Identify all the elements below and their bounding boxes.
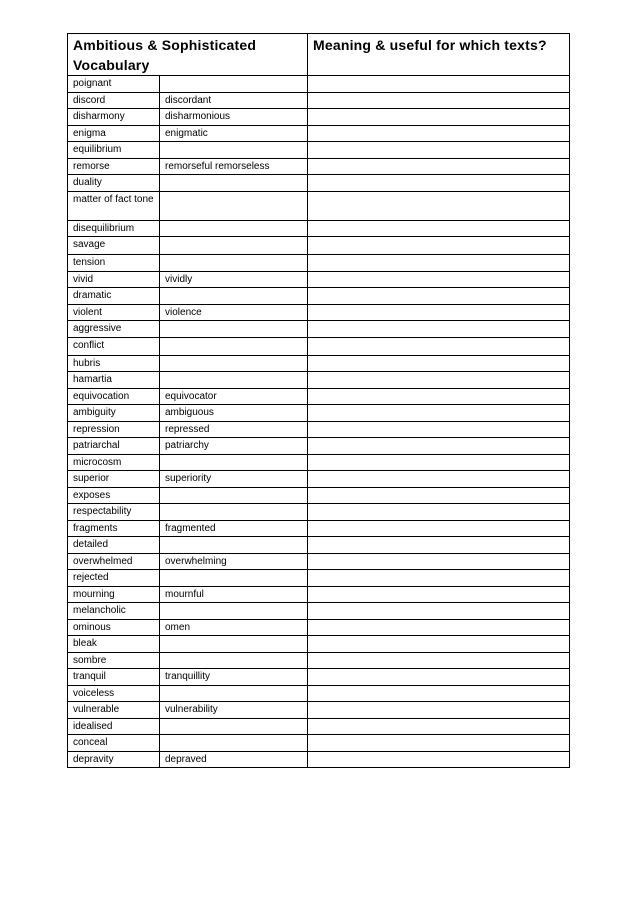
- cell-related: [160, 76, 308, 93]
- cell-meaning[interactable]: [308, 288, 570, 305]
- cell-related: [160, 537, 308, 554]
- cell-related: [160, 619, 308, 636]
- meaning-text: [313, 636, 569, 638]
- table-row: [68, 355, 570, 372]
- table-row: [68, 454, 570, 471]
- cell-related: [160, 125, 308, 142]
- word-text: ominous: [73, 621, 111, 633]
- cell-word: [68, 304, 160, 321]
- cell-related: [160, 255, 308, 272]
- meaning-text: [313, 603, 569, 605]
- table-row: [68, 570, 570, 587]
- meaning-text: [313, 735, 569, 737]
- related-text: [165, 686, 307, 688]
- word-text: equivocation: [73, 390, 130, 402]
- meaning-text: [313, 587, 569, 589]
- related-text: [165, 255, 307, 257]
- word-text: tranquil: [73, 671, 106, 682]
- cell-related: [160, 271, 308, 288]
- cell-word: [68, 570, 160, 587]
- meaning-text: [313, 126, 569, 128]
- word-text: melancholic: [73, 605, 126, 616]
- cell-word: [68, 438, 160, 455]
- word-text: remorse: [73, 160, 110, 172]
- word-text: duality: [73, 177, 102, 188]
- cell-word: [68, 636, 160, 653]
- word-text: overwhelmed: [73, 555, 133, 567]
- table-row: [68, 735, 570, 752]
- cell-word: [68, 553, 160, 570]
- meaning-text: [313, 669, 569, 671]
- table-row: [68, 76, 570, 93]
- meaning-text: [313, 159, 569, 161]
- meaning-text: [313, 686, 569, 688]
- meaning-text: [313, 76, 569, 78]
- word-text: conceal: [73, 737, 108, 748]
- related-text: [165, 321, 307, 323]
- word-text: conflict: [73, 339, 105, 351]
- cell-related: [160, 304, 308, 321]
- related-text: [165, 192, 307, 194]
- table-row: [68, 255, 570, 272]
- cell-meaning[interactable]: [308, 421, 570, 438]
- cell-related: [160, 372, 308, 389]
- related-text: [165, 735, 307, 737]
- table-row: [68, 304, 570, 321]
- cell-word: [68, 520, 160, 537]
- word-text: disequilibrium: [73, 222, 135, 234]
- word-text: savage: [73, 239, 106, 250]
- meaning-text: [313, 422, 569, 424]
- word-text: detailed: [73, 539, 109, 550]
- related-text: tranquillity: [165, 671, 211, 682]
- table-row: [68, 271, 570, 288]
- word-text: rejected: [73, 572, 109, 583]
- cell-related: [160, 158, 308, 175]
- cell-word: [68, 454, 160, 471]
- word-text: tension: [73, 257, 106, 268]
- cell-related: [160, 191, 308, 220]
- meaning-text: [313, 537, 569, 539]
- cell-meaning[interactable]: [308, 570, 570, 587]
- cell-related: [160, 487, 308, 504]
- meaning-text: [313, 109, 569, 111]
- related-text: [165, 504, 307, 506]
- related-text: [165, 570, 307, 572]
- cell-related: [160, 142, 308, 159]
- table-header-row: [68, 34, 570, 76]
- cell-word: [68, 76, 160, 93]
- related-text: discordant: [165, 94, 212, 106]
- meaning-text: [313, 653, 569, 655]
- table-row: [68, 553, 570, 570]
- vocabulary-table: [67, 33, 570, 768]
- table-row: [68, 619, 570, 636]
- cell-word: [68, 191, 160, 220]
- cell-meaning[interactable]: [308, 586, 570, 603]
- cell-related: [160, 421, 308, 438]
- cell-related: [160, 603, 308, 620]
- related-text: [165, 488, 307, 490]
- meaning-text: [313, 338, 569, 340]
- word-text: voiceless: [73, 687, 115, 699]
- related-text: ambiguous: [165, 407, 214, 418]
- cell-meaning[interactable]: [308, 109, 570, 126]
- vocabulary-body: [68, 76, 570, 768]
- table-row: [68, 702, 570, 719]
- cell-meaning[interactable]: [308, 92, 570, 109]
- related-text: omen: [165, 621, 191, 633]
- related-text: [165, 603, 307, 605]
- related-text: [165, 719, 307, 721]
- related-text: [165, 636, 307, 638]
- table-row: [68, 438, 570, 455]
- word-text: sombre: [73, 654, 107, 666]
- table-row: [68, 337, 570, 355]
- table-row: [68, 586, 570, 603]
- related-text: superiority: [165, 473, 212, 484]
- cell-word: [68, 471, 160, 488]
- cell-meaning[interactable]: [308, 142, 570, 159]
- table-row: [68, 321, 570, 338]
- word-text: poignant: [73, 78, 112, 89]
- table-row: [68, 220, 570, 237]
- meaning-text: [313, 255, 569, 257]
- cell-meaning[interactable]: [308, 255, 570, 272]
- cell-word: [68, 537, 160, 554]
- related-text: [165, 338, 307, 340]
- cell-related: [160, 520, 308, 537]
- word-text: repression: [73, 423, 120, 435]
- header-meaning: Meaning & useful for which texts?: [308, 34, 570, 76]
- word-text: fragments: [73, 522, 118, 534]
- cell-word: [68, 619, 160, 636]
- cell-meaning[interactable]: [308, 321, 570, 338]
- table-row: [68, 388, 570, 405]
- related-text: [165, 76, 307, 78]
- meaning-text: [313, 752, 569, 754]
- cell-meaning[interactable]: [308, 636, 570, 653]
- meaning-text: [313, 142, 569, 144]
- meaning-text: [313, 554, 569, 556]
- cell-meaning[interactable]: [308, 487, 570, 504]
- cell-related: [160, 570, 308, 587]
- cell-related: [160, 109, 308, 126]
- related-text: [165, 537, 307, 539]
- related-text: [165, 142, 307, 144]
- cell-meaning[interactable]: [308, 220, 570, 237]
- header-vocabulary: Ambitious & Sophisticated Vocabulary: [68, 34, 308, 76]
- cell-word: [68, 109, 160, 126]
- table-row: [68, 751, 570, 768]
- meaning-text: [313, 504, 569, 506]
- word-text: enigma: [73, 127, 106, 139]
- cell-related: [160, 454, 308, 471]
- cell-related: [160, 669, 308, 686]
- related-text: depraved: [165, 753, 207, 765]
- word-text: aggressive: [73, 323, 122, 334]
- cell-related: [160, 288, 308, 305]
- cell-related: [160, 735, 308, 752]
- related-text: [165, 372, 307, 374]
- cell-meaning[interactable]: [308, 702, 570, 719]
- cell-meaning[interactable]: [308, 388, 570, 405]
- cell-word: [68, 487, 160, 504]
- table-row: [68, 175, 570, 192]
- cell-meaning[interactable]: [308, 537, 570, 554]
- cell-meaning[interactable]: [308, 355, 570, 372]
- related-text: [165, 455, 307, 457]
- meaning-text: [313, 372, 569, 374]
- meaning-text: [313, 221, 569, 223]
- word-text: superior: [73, 473, 110, 484]
- meaning-text: [313, 356, 569, 358]
- cell-word: [68, 237, 160, 255]
- related-text: enigmatic: [165, 127, 208, 139]
- word-text: matter of fact tone: [73, 193, 154, 205]
- cell-meaning[interactable]: [308, 553, 570, 570]
- related-text: [165, 237, 307, 239]
- cell-related: [160, 504, 308, 521]
- cell-word: [68, 142, 160, 159]
- cell-word: [68, 669, 160, 686]
- table-row: [68, 288, 570, 305]
- cell-word: [68, 735, 160, 752]
- cell-meaning[interactable]: [308, 237, 570, 255]
- cell-related: [160, 652, 308, 669]
- word-text: vivid: [73, 273, 94, 285]
- meaning-text: [313, 237, 569, 239]
- cell-related: [160, 220, 308, 237]
- table-row: [68, 652, 570, 669]
- meaning-text: [313, 272, 569, 274]
- cell-meaning[interactable]: [308, 454, 570, 471]
- cell-word: [68, 220, 160, 237]
- meaning-text: [313, 471, 569, 473]
- table-row: [68, 372, 570, 389]
- meaning-text: [313, 620, 569, 622]
- table-row: [68, 520, 570, 537]
- table-row: [68, 421, 570, 438]
- cell-meaning[interactable]: [308, 304, 570, 321]
- cell-meaning[interactable]: [308, 76, 570, 93]
- meaning-text: [313, 719, 569, 721]
- table-row: [68, 191, 570, 220]
- meaning-text: [313, 702, 569, 704]
- cell-word: [68, 158, 160, 175]
- cell-meaning[interactable]: [308, 603, 570, 620]
- cell-word: [68, 421, 160, 438]
- related-text: [165, 175, 307, 177]
- word-text: bleak: [73, 638, 97, 649]
- cell-meaning[interactable]: [308, 718, 570, 735]
- cell-related: [160, 586, 308, 603]
- word-text: equilibrium: [73, 144, 122, 155]
- meaning-text: [313, 305, 569, 307]
- cell-meaning[interactable]: [308, 405, 570, 422]
- word-text: violent: [73, 306, 102, 318]
- cell-word: [68, 702, 160, 719]
- word-text: discord: [73, 94, 106, 106]
- related-text: fragmented: [165, 522, 216, 534]
- cell-word: [68, 372, 160, 389]
- meaning-text: [313, 570, 569, 572]
- cell-meaning[interactable]: [308, 158, 570, 175]
- cell-meaning[interactable]: [308, 619, 570, 636]
- cell-meaning[interactable]: [308, 504, 570, 521]
- cell-related: [160, 553, 308, 570]
- related-text: mournful: [165, 588, 204, 600]
- cell-meaning[interactable]: [308, 520, 570, 537]
- cell-meaning[interactable]: [308, 735, 570, 752]
- meaning-text: [313, 455, 569, 457]
- cell-word: [68, 175, 160, 192]
- related-text: remorseful remorseless: [165, 160, 270, 172]
- meaning-text: [313, 192, 569, 194]
- cell-word: [68, 751, 160, 768]
- cell-related: [160, 471, 308, 488]
- table-row: [68, 537, 570, 554]
- word-text: vulnerable: [73, 704, 120, 715]
- meaning-text: [313, 389, 569, 391]
- word-text: hamartia: [73, 374, 112, 385]
- meaning-text: [313, 521, 569, 523]
- cell-meaning[interactable]: [308, 751, 570, 768]
- cell-meaning[interactable]: [308, 175, 570, 192]
- cell-word: [68, 271, 160, 288]
- word-text: ambiguity: [73, 407, 116, 418]
- cell-related: [160, 751, 308, 768]
- table-row: [68, 718, 570, 735]
- table-row: [68, 669, 570, 686]
- cell-word: [68, 405, 160, 422]
- cell-meaning[interactable]: [308, 438, 570, 455]
- cell-word: [68, 586, 160, 603]
- word-text: disharmony: [73, 111, 125, 122]
- word-text: mourning: [73, 588, 115, 600]
- cell-meaning[interactable]: [308, 669, 570, 686]
- cell-meaning[interactable]: [308, 685, 570, 702]
- cell-meaning[interactable]: [308, 337, 570, 355]
- word-text: hubris: [73, 357, 101, 369]
- cell-meaning[interactable]: [308, 372, 570, 389]
- related-text: [165, 356, 307, 358]
- cell-meaning[interactable]: [308, 125, 570, 142]
- table-row: [68, 109, 570, 126]
- word-text: dramatic: [73, 290, 112, 301]
- cell-word: [68, 718, 160, 735]
- cell-related: [160, 92, 308, 109]
- related-text: patriarchy: [165, 440, 209, 451]
- related-text: [165, 653, 307, 655]
- related-text: disharmonious: [165, 111, 231, 122]
- cell-related: [160, 685, 308, 702]
- table-row: [68, 504, 570, 521]
- table-row: [68, 237, 570, 255]
- cell-related: [160, 438, 308, 455]
- cell-meaning[interactable]: [308, 471, 570, 488]
- meaning-text: [313, 175, 569, 177]
- cell-related: [160, 237, 308, 255]
- cell-meaning[interactable]: [308, 191, 570, 220]
- related-text: vividly: [165, 273, 193, 285]
- cell-word: [68, 125, 160, 142]
- related-text: vulnerability: [165, 704, 218, 715]
- cell-meaning[interactable]: [308, 271, 570, 288]
- cell-word: [68, 92, 160, 109]
- table-row: [68, 636, 570, 653]
- cell-related: [160, 175, 308, 192]
- table-row: [68, 471, 570, 488]
- word-text: respectability: [73, 506, 132, 517]
- cell-related: [160, 405, 308, 422]
- table-row: [68, 405, 570, 422]
- related-text: [165, 221, 307, 223]
- table-row: [68, 603, 570, 620]
- word-text: depravity: [73, 753, 114, 765]
- table-row: [68, 487, 570, 504]
- related-text: equivocator: [165, 390, 217, 402]
- cell-related: [160, 718, 308, 735]
- cell-word: [68, 652, 160, 669]
- cell-word: [68, 388, 160, 405]
- meaning-text: [313, 488, 569, 490]
- meaning-text: [313, 321, 569, 323]
- table-row: [68, 158, 570, 175]
- cell-word: [68, 504, 160, 521]
- cell-related: [160, 388, 308, 405]
- meaning-text: [313, 438, 569, 440]
- meaning-text: [313, 405, 569, 407]
- table-row: [68, 685, 570, 702]
- cell-related: [160, 636, 308, 653]
- word-text: exposes: [73, 489, 111, 501]
- meaning-text: [313, 288, 569, 290]
- cell-word: [68, 321, 160, 338]
- cell-word: [68, 685, 160, 702]
- table-row: [68, 142, 570, 159]
- cell-related: [160, 355, 308, 372]
- cell-word: [68, 603, 160, 620]
- table-row: [68, 125, 570, 142]
- word-text: microcosm: [73, 456, 122, 468]
- cell-word: [68, 355, 160, 372]
- cell-meaning[interactable]: [308, 652, 570, 669]
- related-text: repressed: [165, 423, 210, 435]
- cell-word: [68, 337, 160, 355]
- word-text: patriarchal: [73, 440, 120, 451]
- cell-related: [160, 337, 308, 355]
- cell-word: [68, 288, 160, 305]
- cell-related: [160, 321, 308, 338]
- cell-related: [160, 702, 308, 719]
- word-text: idealised: [73, 720, 113, 732]
- table-row: [68, 92, 570, 109]
- related-text: violence: [165, 306, 202, 318]
- related-text: [165, 288, 307, 290]
- cell-word: [68, 255, 160, 272]
- meaning-text: [313, 93, 569, 95]
- related-text: overwhelming: [165, 555, 227, 567]
